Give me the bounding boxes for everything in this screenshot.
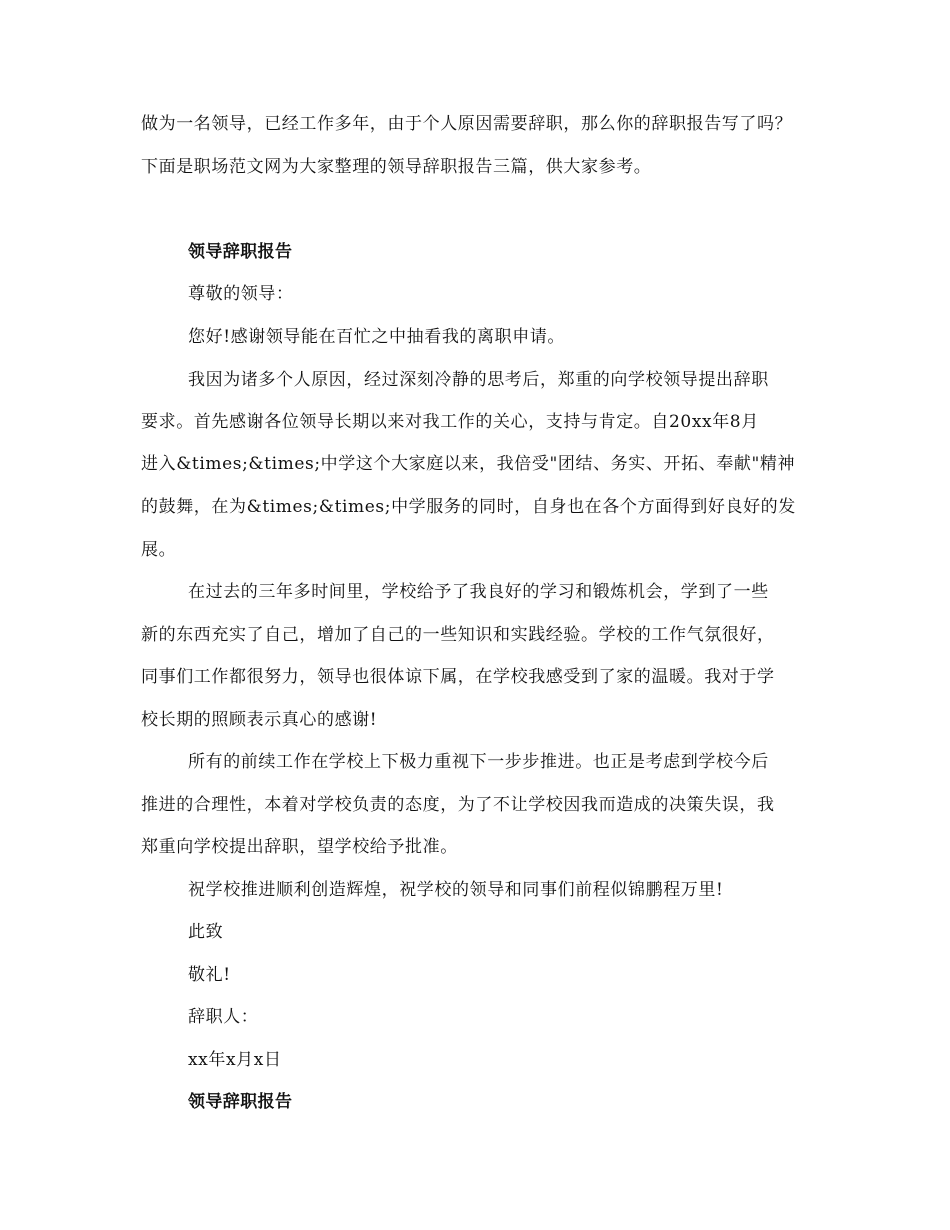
paragraph1-line-3: 进入&times;&times;中学这个大家庭以来，我倍受"团结、务实、开拓、奉献"精神 (141, 454, 796, 474)
letter-title: 领导辞职报告 (188, 242, 293, 262)
paragraph1-line-5: 展。 (141, 540, 177, 560)
paragraph2-line-4: 校长期的照顾表示真心的感谢! (141, 710, 378, 730)
next-letter-title: 领导辞职报告 (188, 1092, 293, 1112)
paragraph2-line-1: 在过去的三年多时间里，学校给予了我良好的学习和锻炼机会，学到了一些 (188, 582, 769, 602)
paragraph3-line-3: 郑重向学校提出辞职，望学校给予批准。 (141, 837, 458, 857)
intro-line-1: 做为一名领导，已经工作多年，由于个人原因需要辞职，那么你的辞职报告写了吗？ (141, 114, 793, 134)
salutation: 尊敬的领导： (188, 284, 294, 304)
intro-line-2: 下面是职场范文网为大家整理的领导辞职报告三篇，供大家参考。 (141, 157, 652, 177)
paragraph3-line-1: 所有的前续工作在学校上下极力重视下一步步推进。也正是考虑到学校今后 (188, 752, 769, 772)
date: xx年x月x日 (188, 1050, 282, 1070)
closing-2: 敬礼! (188, 965, 231, 985)
paragraph3-line-2: 推进的合理性，本着对学校负责的态度，为了不让学校因我而造成的决策失误，我 (141, 795, 775, 815)
closing-1: 此致 (188, 922, 224, 942)
signature: 辞职人： (188, 1007, 259, 1027)
paragraph1-line-2: 要求。首先感谢各位领导长期以来对我工作的关心，支持与肯定。自20xx年8月 (141, 412, 759, 432)
greeting: 您好!感谢领导能在百忙之中抽看我的离职申请。 (188, 327, 566, 347)
paragraph1-line-1: 我因为诸多个人原因，经过深刻冷静的思考后，郑重的向学校领导提出辞职 (188, 370, 769, 390)
wish: 祝学校推进顺利创造辉煌，祝学校的领导和同事们前程似锦鹏程万里! (188, 880, 724, 900)
paragraph2-line-2: 新的东西充实了自己，增加了自己的一些知识和实践经验。学校的工作气氛很好， (141, 625, 775, 645)
paragraph1-line-4: 的鼓舞，在为&times;&times;中学服务的同时，自身也在各个方面得到好良好的发 (141, 497, 796, 517)
paragraph2-line-3: 同事们工作都很努力，领导也很体谅下属，在学校我感受到了家的温暖。我对于学 (141, 667, 775, 687)
